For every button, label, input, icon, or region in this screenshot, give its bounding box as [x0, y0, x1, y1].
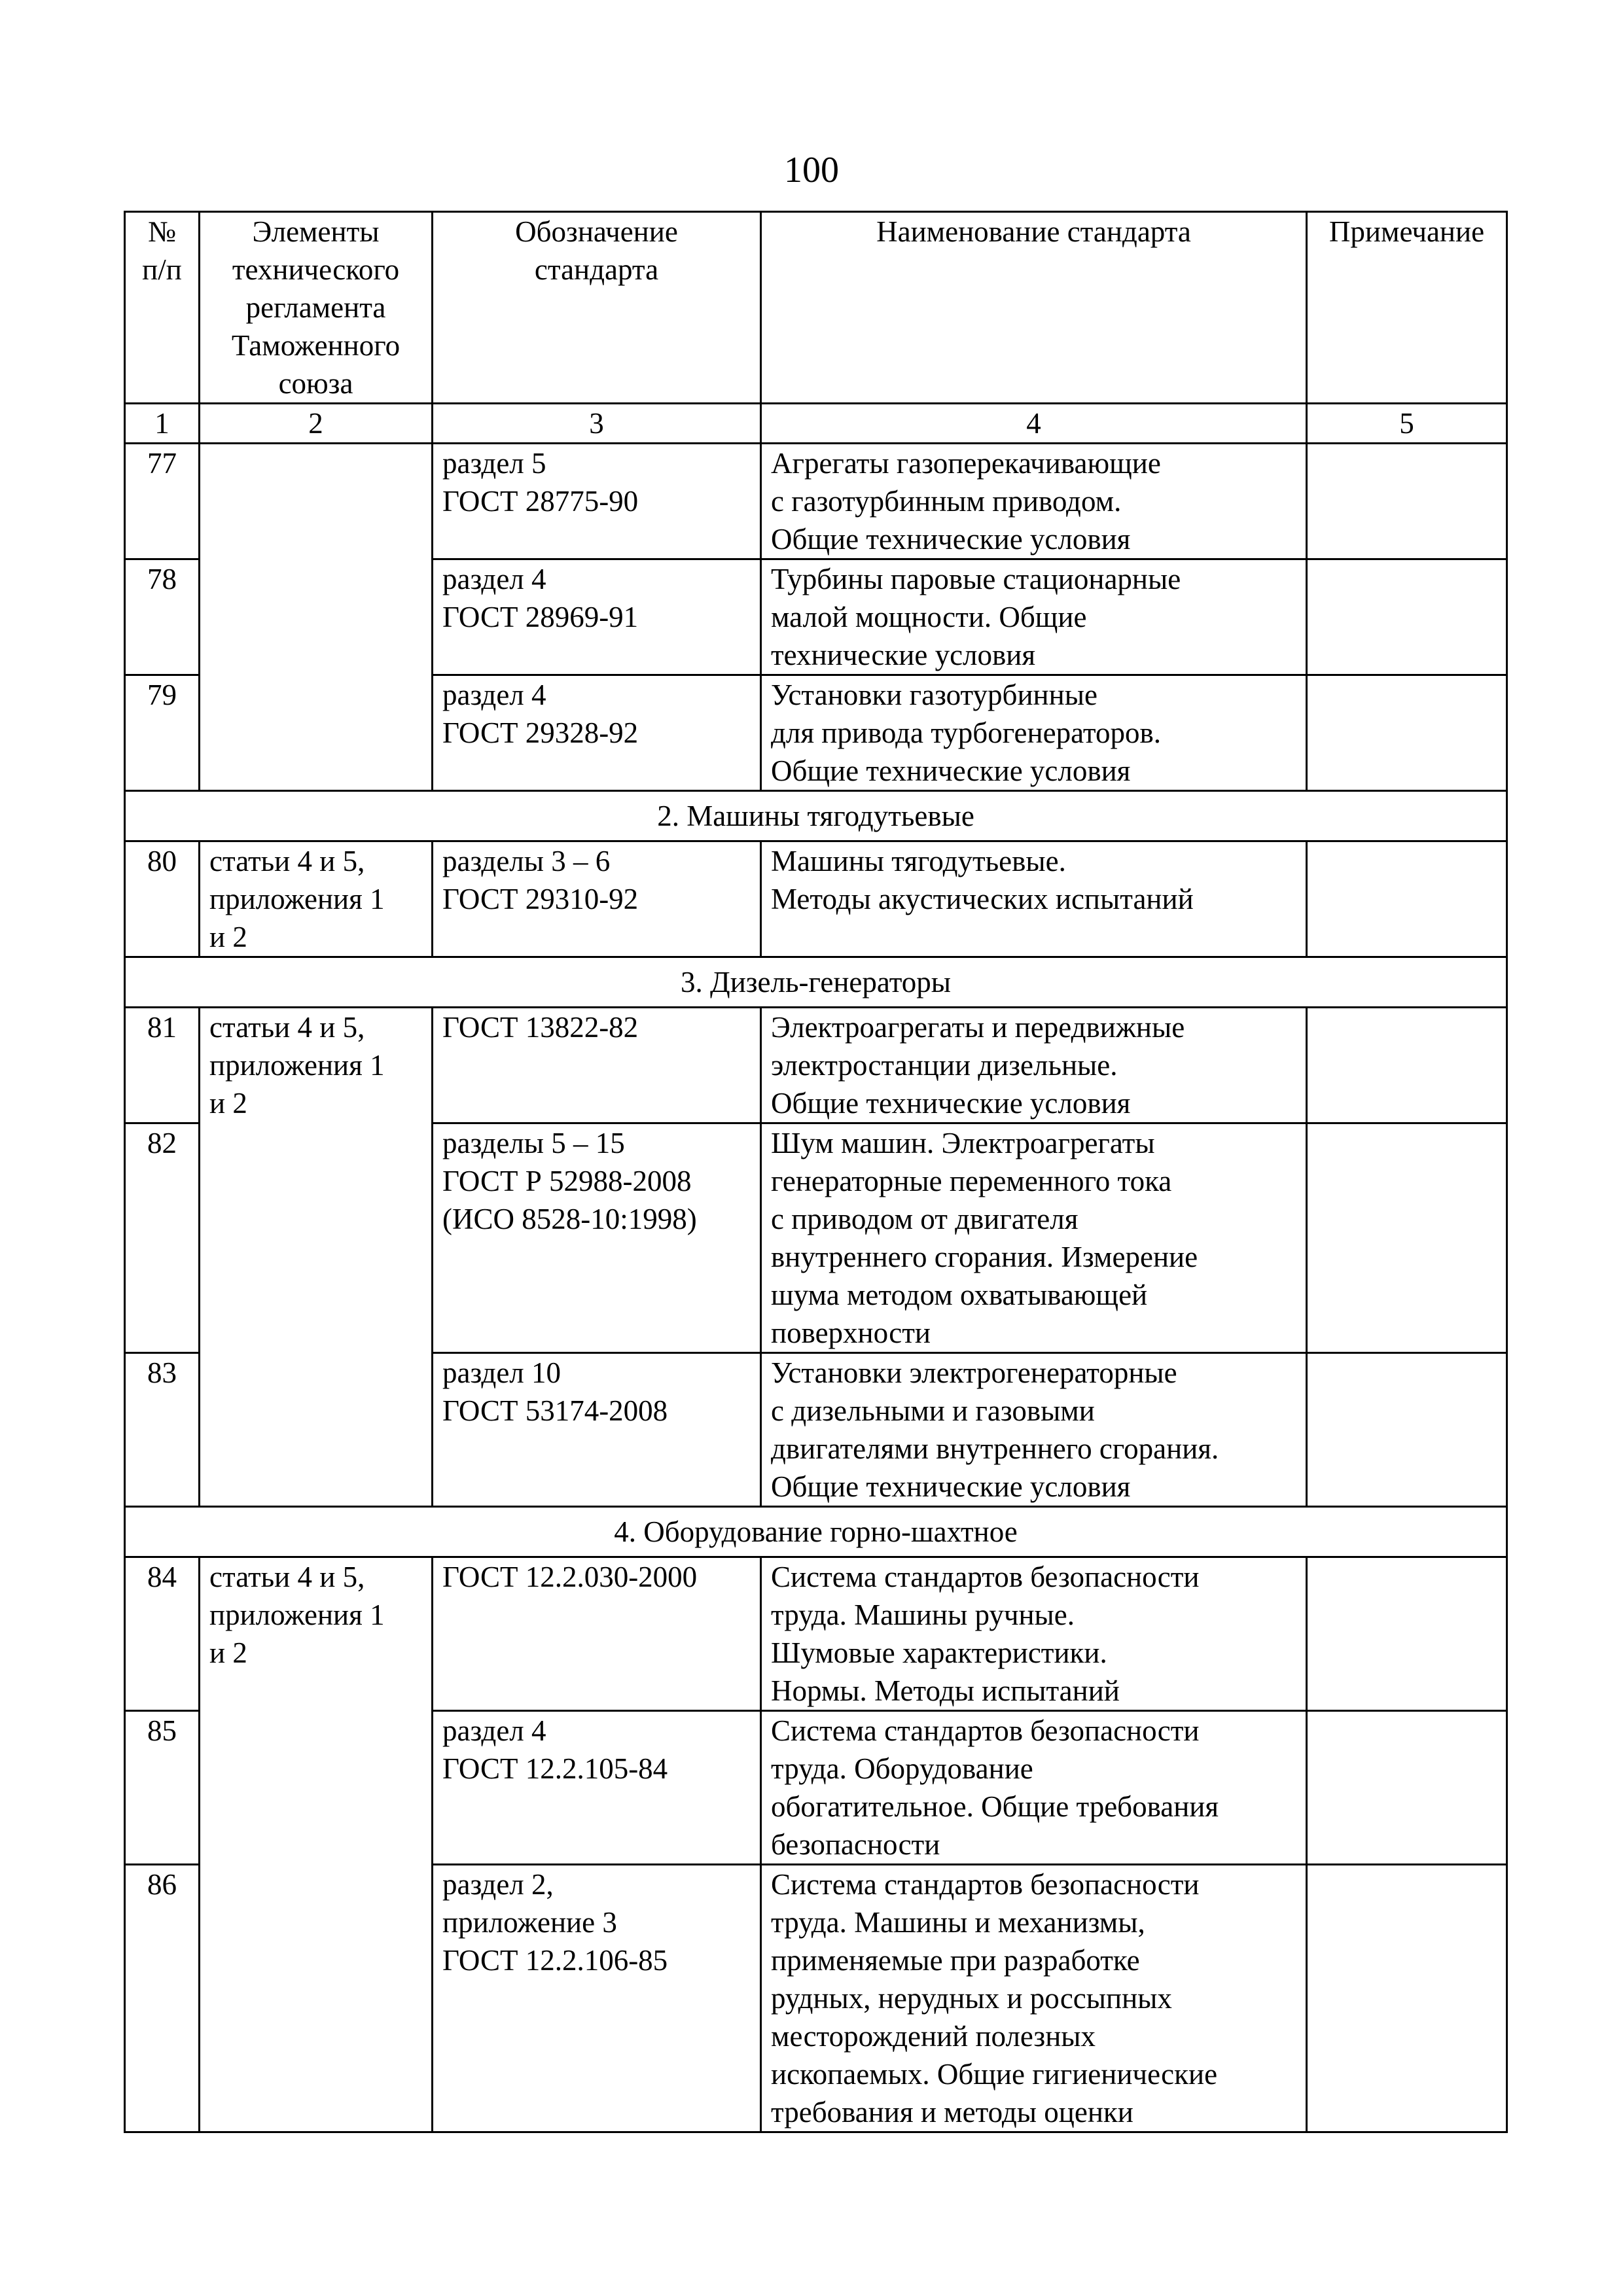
- note: [1307, 1123, 1507, 1353]
- standard-designation-text: разделы 3 – 6 ГОСТ 29310-92: [442, 845, 639, 915]
- standard-name: [761, 444, 1307, 559]
- page-number: 100: [784, 150, 839, 190]
- standards-table: [124, 211, 1508, 2133]
- column-number: 3: [433, 404, 761, 444]
- standard-designation: [433, 559, 761, 675]
- note: [1307, 841, 1507, 957]
- table-row: [125, 444, 1507, 559]
- table-row: [125, 1557, 1507, 1711]
- header-row: [125, 212, 1507, 404]
- regulation-elements: [200, 1557, 433, 2132]
- standard-name: [761, 1557, 1307, 1711]
- section-title: 3. Дизель-генераторы: [125, 957, 1507, 1008]
- standard-name: [761, 1353, 1307, 1507]
- table-row: [125, 1008, 1507, 1123]
- standard-name-text: Агрегаты газоперекачивающие с газотурбинным приводом. Общие технические условия: [771, 447, 1161, 556]
- standard-name-text: Машины тягодутьевые. Методы акустических испытаний: [771, 845, 1194, 915]
- row-number: 78: [125, 559, 200, 675]
- row-number: 81: [125, 1008, 200, 1123]
- note: [1307, 675, 1507, 791]
- standard-name-text: Электроагрегаты и передвижные электростанции дизельные. Общие технические условия: [771, 1011, 1185, 1120]
- table-row: [125, 841, 1507, 957]
- note: [1307, 1008, 1507, 1123]
- column-number: 5: [1307, 404, 1507, 444]
- standard-designation: [433, 675, 761, 791]
- regulation-elements: [200, 1008, 433, 1507]
- section-row: [125, 957, 1507, 1008]
- row-number: 83: [125, 1353, 200, 1507]
- standard-name: [761, 841, 1307, 957]
- standard-name-text: Система стандартов безопасности труда. Машины ручные. Шумовые характеристики. Нормы. Методы испытаний: [771, 1561, 1200, 1707]
- row-number: 77: [125, 444, 200, 559]
- row-number: 86: [125, 1865, 200, 2132]
- regulation-elements-text: статьи 4 и 5, приложения 1 и 2: [209, 1561, 385, 1669]
- standard-name: [761, 675, 1307, 791]
- regulation-elements: [200, 444, 433, 791]
- standard-name-text: Установки электрогенераторные с дизельными и газовыми двигателями внутреннего сгорания. Общие технические условия: [771, 1356, 1219, 1503]
- header-elements: Элементы технического регламента Таможенного союза: [200, 212, 433, 404]
- section-title: 2. Машины тягодутьевые: [125, 791, 1507, 841]
- row-number: 82: [125, 1123, 200, 1353]
- standard-designation: [433, 444, 761, 559]
- standard-designation: [433, 1123, 761, 1353]
- regulation-elements-text: статьи 4 и 5, приложения 1 и 2: [209, 1011, 385, 1120]
- standard-designation: [433, 1711, 761, 1865]
- standard-designation: [433, 841, 761, 957]
- note: [1307, 444, 1507, 559]
- standard-designation-text: раздел 10 ГОСТ 53174-2008: [442, 1356, 668, 1427]
- header-number: № п/п: [125, 212, 200, 404]
- standard-designation: [433, 1557, 761, 1711]
- standard-designation-text: ГОСТ 13822-82: [442, 1011, 639, 1044]
- standard-name-text: Установки газотурбинные для привода турбогенераторов. Общие технические условия: [771, 679, 1161, 787]
- section-row: [125, 791, 1507, 841]
- standard-name-text: Шум машин. Электроагрегаты генераторные переменного тока с приводом от двигателя внутреннего сгорания. Измерение шума методом охватывающей поверхности: [771, 1127, 1198, 1349]
- standard-designation-text: раздел 4 ГОСТ 29328-92: [442, 679, 639, 749]
- standard-name: [761, 1123, 1307, 1353]
- column-number: 2: [200, 404, 433, 444]
- note: [1307, 1557, 1507, 1711]
- regulation-elements: [200, 841, 433, 957]
- note: [1307, 1711, 1507, 1865]
- note: [1307, 1353, 1507, 1507]
- standard-name-text: Система стандартов безопасности труда. Машины и механизмы, применяемые при разработке рудных, нерудных и россыпных месторождений полезных ископаемых. Общие гигиенические требования и методы оценки: [771, 1868, 1218, 2128]
- row-number: 85: [125, 1711, 200, 1865]
- row-number: 79: [125, 675, 200, 791]
- standard-designation: [433, 1008, 761, 1123]
- standard-designation-text: раздел 4 ГОСТ 12.2.105-84: [442, 1714, 668, 1785]
- standard-designation: [433, 1353, 761, 1507]
- note: [1307, 559, 1507, 675]
- standard-designation-text: ГОСТ 12.2.030-2000: [442, 1561, 698, 1593]
- column-number: 1: [125, 404, 200, 444]
- row-number: 80: [125, 841, 200, 957]
- standard-designation-text: раздел 5 ГОСТ 28775-90: [442, 447, 639, 518]
- standard-designation: [433, 1865, 761, 2132]
- standard-designation-text: разделы 5 – 15 ГОСТ Р 52988-2008 (ИСО 8528-10:1998): [442, 1127, 697, 1235]
- regulation-elements-text: статьи 4 и 5, приложения 1 и 2: [209, 845, 385, 953]
- standard-designation-text: раздел 4 ГОСТ 28969-91: [442, 563, 639, 633]
- row-number: 84: [125, 1557, 200, 1711]
- note: [1307, 1865, 1507, 2132]
- standard-name: [761, 1008, 1307, 1123]
- standard-designation-text: раздел 2, приложение 3 ГОСТ 12.2.106-85: [442, 1868, 668, 1977]
- standard-name-text: Турбины паровые стационарные малой мощности. Общие технические условия: [771, 563, 1181, 671]
- header-note: Примечание: [1307, 212, 1507, 404]
- standard-name: [761, 559, 1307, 675]
- section-title: 4. Оборудование горно-шахтное: [125, 1507, 1507, 1557]
- standard-name-text: Система стандартов безопасности труда. Оборудование обогатительное. Общие требования безопасности: [771, 1714, 1219, 1861]
- standard-name: [761, 1865, 1307, 2132]
- standard-name: [761, 1711, 1307, 1865]
- column-number: 4: [761, 404, 1307, 444]
- section-row: [125, 1507, 1507, 1557]
- column-number-row: [125, 404, 1507, 444]
- header-designation: Обозначение стандарта: [433, 212, 761, 404]
- header-standard-name: Наименование стандарта: [761, 212, 1307, 404]
